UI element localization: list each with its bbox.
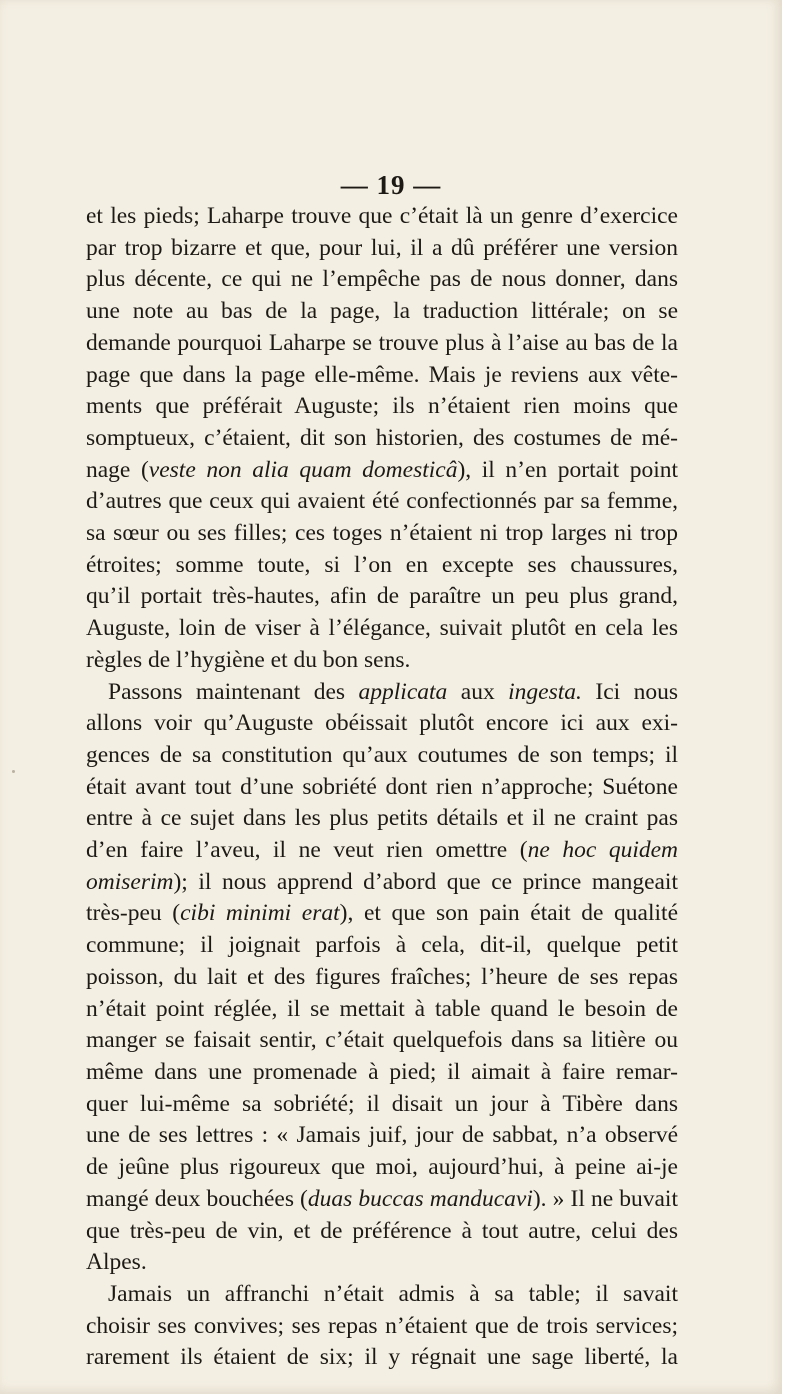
text-line [86, 1342, 678, 1374]
text-run: plus décente, ce qui ne l’empêche pas de nous donner, dans [86, 266, 678, 293]
text-run: étroites; somme toute, si l’on en excepte ses chaussures, [86, 551, 678, 578]
text-run: ), et que son pain était de qualité [339, 900, 679, 927]
text-run: Auguste, loin de viser à l’élégance, suivait plutôt en cela les [86, 615, 678, 642]
text-run: et les pieds; Laharpe trouve que c’était là un genre d’exercice [86, 203, 678, 229]
text-run: Passons maintenant des [108, 678, 359, 705]
paper-speck [12, 770, 15, 773]
text-run: Jamais un affranchi n’était admis à sa table; il savait [108, 1280, 678, 1307]
text-run: quer lui-même sa sobriété; il disait un jour à Tibère dans [86, 1090, 678, 1117]
text-run: commune; il joignait parfois à cela, dit-il, quelque petit [86, 932, 678, 959]
italic-text: ne hoc quidem [527, 837, 678, 864]
text-run: allons voir qu’Auguste obéissait plutôt encore ici aux exi- [86, 710, 678, 737]
italic-text: veste non alia quam domesticâ [148, 456, 458, 483]
italic-text: cibi minimi erat [180, 900, 340, 927]
text-line [86, 1279, 678, 1311]
text-run: demande pourquoi Laharpe se trouve plus à l’aise au bas de la [86, 329, 678, 356]
text-run: poisson, du lait et des figures fraîches; l’heure de ses repas [86, 963, 678, 990]
text-run: mangé deux bouchées ( [86, 1185, 308, 1212]
text-run: qu’il portait très-hautes, afin de paraître un peu plus grand, [86, 583, 678, 610]
text-line [86, 1120, 678, 1152]
text-run: que très-peu de vin, et de préférence à tout autre, celui des [86, 1217, 678, 1244]
text-line [86, 803, 678, 835]
text-line [86, 550, 678, 582]
text-line [86, 1184, 678, 1216]
text-run: par trop bizarre et que, pour lui, il a dû préférer une version [86, 234, 678, 261]
text-line [86, 645, 678, 677]
text-run: très-peu ( [86, 900, 181, 927]
text-run: gences de sa constitution qu’aux coutumes de son temps; il [86, 741, 678, 768]
italic-text: omiserim [86, 868, 174, 895]
text-run: ). » Il ne buvait [532, 1185, 678, 1212]
text-run: règles de l’hygiène et du bon sens. [86, 646, 411, 673]
text-line [86, 391, 678, 423]
text-line [86, 740, 678, 772]
text-line [86, 1216, 678, 1248]
text-run: rarement ils étaient de six; il y régnait une sage liberté, la [86, 1344, 678, 1371]
text-line [86, 898, 678, 930]
text-run: sa sœur ou ses filles; ces toges n’étaient ni trop larges ni trop [86, 520, 678, 547]
text-line [86, 328, 678, 360]
text-line [86, 994, 678, 1026]
text-run: était avant tout d’une sobriété dont rien n’approche; Suétone [86, 773, 678, 800]
text-run: nage ( [86, 456, 149, 483]
text-run: choisir ses convives; ses repas n’étaient que de trois services; [86, 1312, 678, 1339]
text-line [86, 518, 678, 550]
text-line [86, 233, 678, 265]
text-line [86, 455, 678, 487]
text-run: une de ses lettres : « Jamais juif, jour de sabbat, n’a observé [86, 1122, 678, 1149]
text-run: page que dans la page elle-même. Mais je reviens aux vête- [86, 361, 678, 388]
text-run: d’en faire l’aveu, il ne veut rien omettre ( [86, 837, 528, 864]
text-line [86, 930, 678, 962]
text-line [86, 867, 678, 899]
body-text [86, 201, 678, 1374]
text-run: Ici nous [581, 678, 679, 705]
text-run: ); il nous apprend d’abord que ce prince mangeait [173, 868, 678, 895]
text-run: d’autres que ceux qui avaient été confectionnés par sa femme, [86, 488, 678, 515]
text-line [86, 677, 678, 709]
italic-text: duas buccas manducavi [307, 1185, 533, 1212]
text-line [86, 360, 678, 392]
text-run: n’était point réglée, il se mettait à table quand le besoin de [86, 995, 678, 1022]
text-run: entre à ce sujet dans les plus petits détails et il ne craint pas [86, 805, 678, 832]
text-run: Alpes. [86, 1249, 147, 1276]
text-line [86, 264, 678, 296]
text-line [86, 1089, 678, 1121]
text-line [86, 1247, 678, 1279]
text-run: somptueux, c’étaient, dit son historien, des costumes de mé- [86, 424, 678, 451]
text-line [86, 1311, 678, 1343]
text-run: une note au bas de la page, la traduction littérale; on se [86, 298, 678, 325]
text-line [86, 1025, 678, 1057]
text-line [86, 1057, 678, 1089]
text-run: aux [447, 678, 509, 705]
text-run: manger se faisait sentir, c’était quelquefois dans sa litière ou [86, 1027, 678, 1054]
text-line [86, 423, 678, 455]
text-line [86, 772, 678, 804]
text-run: ments que préférait Auguste; ils n’étaient rien moins que [86, 393, 678, 420]
page-number: — 19 — [340, 170, 442, 200]
italic-text: applicata [358, 678, 448, 705]
text-run: ), il n’en portait point [457, 456, 679, 483]
text-line [86, 962, 678, 994]
page-margin [782, 0, 800, 1394]
text-line [86, 581, 678, 613]
text-line [86, 1152, 678, 1184]
text-line [86, 296, 678, 328]
text-line [86, 613, 678, 645]
text-run: même dans une promenade à pied; il aimait à faire remar- [86, 1058, 678, 1085]
text-line [86, 486, 678, 518]
text-line [86, 708, 678, 740]
text-run: de jeûne plus rigoureux que moi, aujourd’hui, à peine ai-je [86, 1154, 678, 1181]
italic-text: ingesta. [508, 678, 582, 705]
text-line [86, 835, 678, 867]
text-line [86, 201, 678, 233]
